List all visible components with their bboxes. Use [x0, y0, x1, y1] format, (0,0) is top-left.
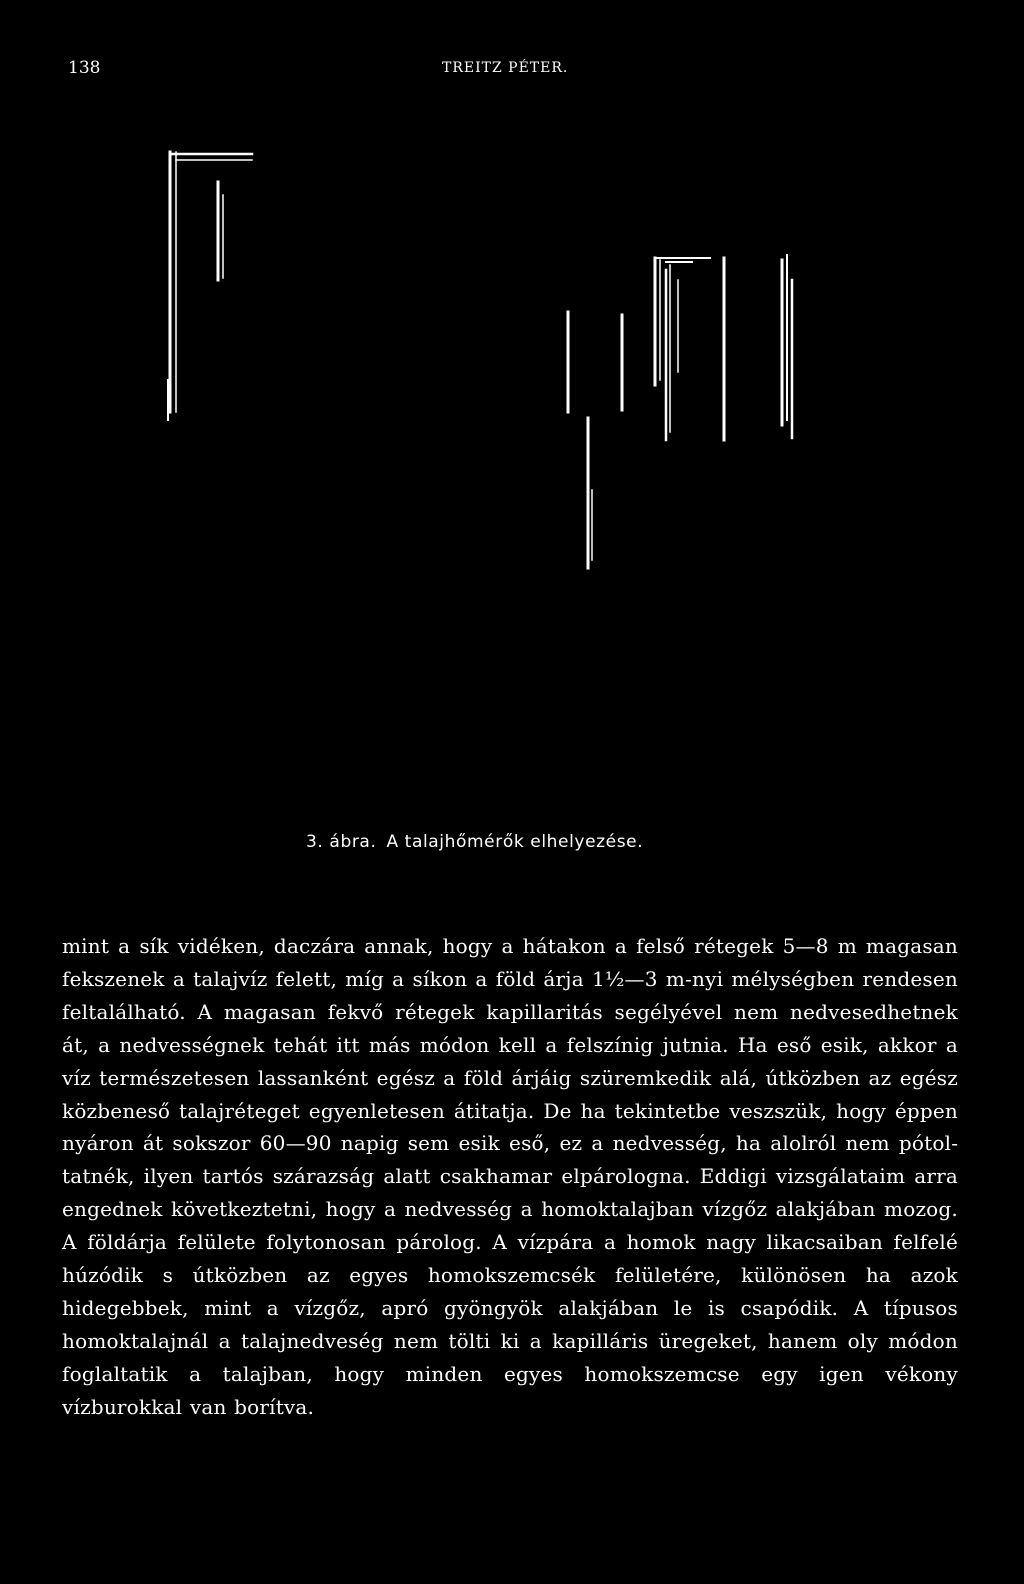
thermometer-left-short — [218, 182, 223, 280]
body-paragraph: mint a sík vidéken, daczára annak, hogy a hátakon a felső rétegek 5—8 m magasan fekszenek a talajvíz felett, míg a síkon a föld árja 1½—3 m-nyi mélységben rendesen feltalálható. A magasan fekvő rétegek kapillaritás segélyével nem nedvesedhetnek át, a nedvességnek tehát itt más módon kell a felszínig jutnia. Ha eső esik, akkor a víz természetesen lassanként egész a föld árjáig szüremkedik alá, útközben az egész közbeneső talajréteget egyenletesen átitatja. De ha tekintetbe veszszük, hogy éppen nyáron át sokszor 60—90 napig sem esik eső, ez a nedvesség, ha alolról nem pótoltatnék, ilyen tartós szárazság alatt csakhamar elpárologna. Eddigi vizsgálataim arra engednek következtetni, hogy a nedvesség a homoktalajban vízgőz alakjában mozog. A földárja felülete folytonosan párolog. A vízpára a homok nagy likacsaiban felfelé húzódik s útközben az egyes homokszemcsék felületére, különösen ha azok hidegebbek, mint a vízgőz, apró gyöngyök alakjában le is csapódik. A típusos homoktalajnál a talajnedveség nem tölti ki a kapilláris üregeket, hanem oly módon foglaltatik a talajban, hogy minden egyes homokszemcse egy igen vékony vízburokkal van borítva. — [62, 934, 958, 1419]
thermometer-right-far — [782, 255, 792, 438]
thermometer-left-tall — [168, 152, 252, 420]
figure-title: A talajhőmérők elhelyezése. — [386, 832, 644, 852]
thermometer-right-deep — [588, 418, 592, 568]
running-head-author: TREITZ PÉTER. — [442, 60, 569, 76]
running-head — [68, 58, 588, 88]
thermometer-right-hooked — [655, 258, 710, 440]
figure-thermometer-placement — [150, 140, 810, 590]
figure-number: 3. ábra. — [306, 832, 377, 852]
thermometer-diagram — [150, 140, 810, 590]
page-number: 138 — [68, 58, 101, 78]
figure-caption — [306, 832, 643, 852]
